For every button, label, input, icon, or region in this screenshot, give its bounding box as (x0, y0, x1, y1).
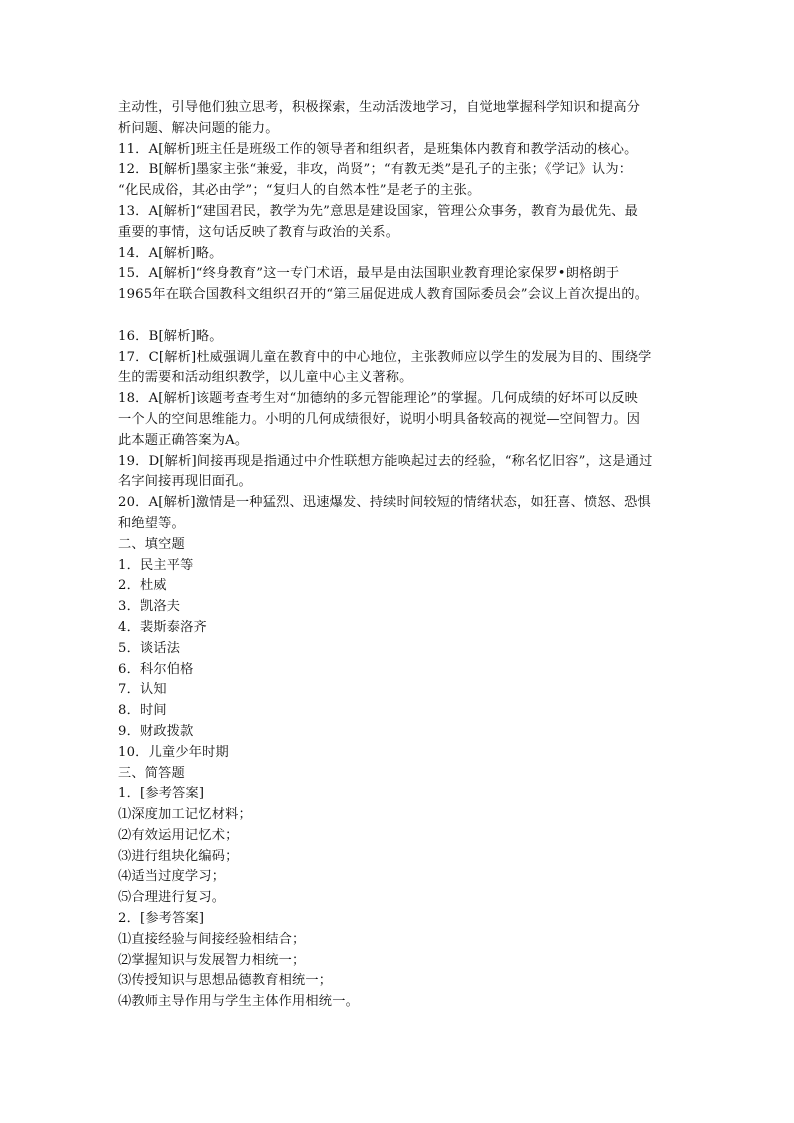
text-line: 14．A[解析]略。 (118, 245, 223, 261)
text-line: 7．认知 (118, 682, 167, 698)
text-line: ⑵有效运用记忆术； (118, 827, 239, 843)
text-line: 12．B[解析]墨家主张“兼爱，非攻，尚贤”；“有教无类”是孔子的主张；《学记》认为： (118, 162, 633, 178)
text-line: 析问题、解决问题的能力。 (118, 120, 279, 136)
text-line: 6．科尔伯格 (118, 661, 194, 677)
text-line: “化民成俗，其必由学”；“复归人的自然本性”是老子的主张。 (118, 183, 481, 199)
text-line: 10．儿童少年时期 (118, 744, 229, 760)
text-line: 1．[参考答案] (118, 786, 205, 802)
text-line: 19．D[解析]间接再现是指通过中介性联想方能唤起过去的经验，“称名忆旧容”，这是通过 (118, 453, 653, 469)
text-line: 生的需要和活动组织教学，以儿童中心主义著称。 (118, 370, 413, 386)
text-line: ⑶进行组块化编码； (118, 848, 239, 864)
text-line: ⑵掌握知识与发展智力相统一； (118, 952, 306, 968)
text-line: 一个人的空间思维能力。小明的几何成绩很好，说明小明具备较高的视觉—空间智力。因 (118, 411, 641, 427)
text-line: ⑶传授知识与思想品德教育相统一； (118, 973, 333, 989)
text-line: 重要的事情，这句话反映了教育与政治的关系。 (118, 224, 400, 240)
text-line: 15．A[解析]“终身教育”这一专门术语，最早是由法国职业教育理论家保罗•朗格朗于 (118, 266, 620, 282)
text-line: 三、简答题 (118, 765, 185, 781)
text-line: 9．财政拨款 (118, 723, 194, 739)
text-line: ⑷教师主导作用与学生主体作用相统一。 (118, 994, 359, 1010)
text-line: 名字间接再现旧面孔。 (118, 474, 252, 490)
text-line: 11．A[解析]班主任是班级工作的领导者和组织者，是班集体内教育和教学活动的核心。 (118, 141, 638, 157)
text-line: 18．A[解析]该题考查考生对“加德纳的多元智能理论”的掌握。几何成绩的好坏可以反映 (118, 391, 639, 407)
blank-line (118, 306, 683, 327)
text-line: ⑴直接经验与间接经验相结合； (118, 931, 306, 947)
text-line: 二、填空题 (118, 536, 185, 552)
document-page (118, 98, 683, 1013)
text-line: 2．[参考答案] (118, 911, 205, 927)
text-line: 13．A[解析]“建国君民，教学为先”意思是建设国家，管理公众事务，教育为最优先、最 (118, 203, 639, 219)
text-line: 20．A[解析]激情是一种猛烈、迅速爆发、持续时间较短的情绪状态，如狂喜、愤怒、恐惧 (118, 495, 651, 511)
text-line: 主动性，引导他们独立思考，积极探索，生动活泼地学习，自觉地掌握科学知识和提高分 (118, 100, 641, 115)
text-line: 16．B[解析]略。 (118, 328, 223, 344)
text-line: 3．凯洛夫 (118, 599, 181, 615)
text-line: 17．C[解析]杜威强调儿童在教育中的中心地位，主张教师应以学生的发展为目的、围绕学 (118, 349, 652, 365)
text-line: ⑷适当过度学习； (118, 869, 226, 885)
text-line: ⑴深度加工记忆材料； (118, 807, 252, 823)
text-line: 1965年在联合国教科文组织召开的“第三届促进成人教育国际委员会”会议上首次提出的。 (118, 287, 649, 303)
text-line: 4．裴斯泰洛齐 (118, 619, 207, 635)
text-line: 此本题正确答案为A。 (118, 432, 249, 448)
text-line: 5．谈话法 (118, 640, 181, 656)
text-line: 1．民主平等 (118, 557, 194, 573)
text-line: 和绝望等。 (118, 515, 185, 531)
text-line: ⑸合理进行复习。 (118, 890, 226, 906)
text-line: 8．时间 (118, 703, 167, 719)
text-line: 2．杜威 (118, 578, 167, 594)
